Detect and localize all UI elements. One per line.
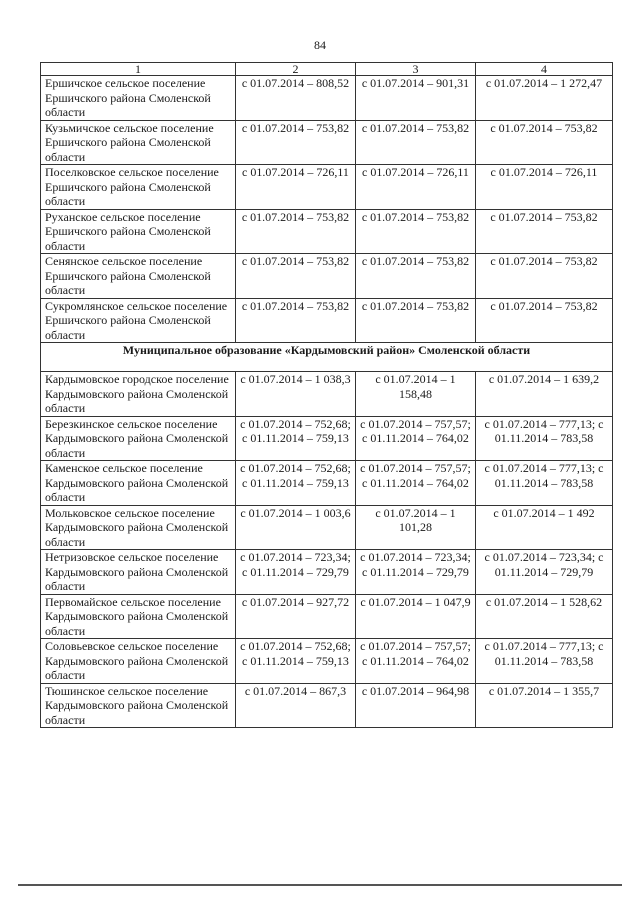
tariff-value-col2: с 01.07.2014 – 752,68; с 01.11.2014 – 759,13 (236, 639, 356, 684)
settlement-name: Каменское сельское поселение Кардымовского района Смоленской области (41, 461, 236, 506)
tariff-value-col2: с 01.07.2014 – 753,82 (236, 209, 356, 254)
settlement-name: Ершичское сельское поселение Ершичского района Смоленской области (41, 76, 236, 121)
settlement-name: Сукромлянское сельское поселение Ершичского района Смоленской области (41, 298, 236, 343)
table-row (41, 254, 613, 299)
settlement-name: Березкинское сельское поселение Кардымовского района Смоленской области (41, 416, 236, 461)
section-row (41, 343, 613, 372)
settlement-name: Соловьевское сельское поселение Кардымовского района Смоленской области (41, 639, 236, 684)
tariff-value-col3: с 01.07.2014 – 723,34; с 01.11.2014 – 729,79 (356, 550, 476, 595)
tariff-value-col4: с 01.07.2014 – 777,13; с 01.11.2014 – 783,58 (476, 639, 613, 684)
settlement-name: Поселковское сельское поселение Ершичского района Смоленской области (41, 165, 236, 210)
column-header-2: 2 (236, 63, 356, 76)
tariff-value-col2: с 01.07.2014 – 752,68; с 01.11.2014 – 759,13 (236, 461, 356, 506)
tariff-value-col4: с 01.07.2014 – 777,13; с 01.11.2014 – 783,58 (476, 416, 613, 461)
tariff-value-col4: с 01.07.2014 – 726,11 (476, 165, 613, 210)
column-header-4: 4 (476, 63, 613, 76)
tariff-value-col2: с 01.07.2014 – 867,3 (236, 683, 356, 728)
settlement-name: Сенянское сельское поселение Ершичского района Смоленской области (41, 254, 236, 299)
page-number: 84 (314, 38, 326, 52)
tariff-value-col3: с 01.07.2014 – 1 047,9 (356, 594, 476, 639)
tariff-table (40, 62, 613, 728)
tariff-value-col2: с 01.07.2014 – 753,82 (236, 254, 356, 299)
tariff-value-col2: с 01.07.2014 – 726,11 (236, 165, 356, 210)
column-header-1: 1 (41, 63, 236, 76)
tariff-value-col4: с 01.07.2014 – 753,82 (476, 298, 613, 343)
settlement-name: Тюшинское сельское поселение Кардымовского района Смоленской области (41, 683, 236, 728)
tariff-value-col3: с 01.07.2014 – 964,98 (356, 683, 476, 728)
tariff-value-col3: с 01.07.2014 – 753,82 (356, 209, 476, 254)
tariff-value-col4: с 01.07.2014 – 753,82 (476, 254, 613, 299)
bottom-rule (18, 884, 622, 886)
settlement-name: Первомайское сельское поселение Кардымовского района Смоленской области (41, 594, 236, 639)
tariff-value-col3: с 01.07.2014 – 1 101,28 (356, 505, 476, 550)
table-row (41, 209, 613, 254)
tariff-value-col2: с 01.07.2014 – 723,34; с 01.11.2014 – 729,79 (236, 550, 356, 595)
tariff-value-col4: с 01.07.2014 – 1 492 (476, 505, 613, 550)
settlement-name: Руханское сельское поселение Ершичского района Смоленской области (41, 209, 236, 254)
table-row (41, 416, 613, 461)
table-row (41, 372, 613, 417)
table-header-row (41, 63, 613, 76)
tariff-value-col4: с 01.07.2014 – 777,13; с 01.11.2014 – 783,58 (476, 461, 613, 506)
settlement-name: Мольковское сельское поселение Кардымовского района Смоленской области (41, 505, 236, 550)
settlement-name: Кузьмичское сельское поселение Ершичского района Смоленской области (41, 120, 236, 165)
tariff-value-col4: с 01.07.2014 – 753,82 (476, 209, 613, 254)
tariff-value-col4: с 01.07.2014 – 723,34; с 01.11.2014 – 729,79 (476, 550, 613, 595)
tariff-value-col3: с 01.07.2014 – 1 158,48 (356, 372, 476, 417)
section-title: Муниципальное образование «Кардымовский район» Смоленской области (41, 343, 613, 372)
tariff-value-col3: с 01.07.2014 – 901,31 (356, 76, 476, 121)
settlement-name: Кардымовское городское поселение Кардымовского района Смоленской области (41, 372, 236, 417)
tariff-value-col4: с 01.07.2014 – 1 272,47 (476, 76, 613, 121)
tariff-value-col4: с 01.07.2014 – 1 528,62 (476, 594, 613, 639)
tariff-value-col2: с 01.07.2014 – 808,52 (236, 76, 356, 121)
tariff-value-col3: с 01.07.2014 – 753,82 (356, 254, 476, 299)
table-row (41, 550, 613, 595)
table-row (41, 120, 613, 165)
table-row (41, 165, 613, 210)
table-row (41, 639, 613, 684)
table-row (41, 76, 613, 121)
table-row (41, 505, 613, 550)
tariff-value-col4: с 01.07.2014 – 1 355,7 (476, 683, 613, 728)
tariff-value-col4: с 01.07.2014 – 1 639,2 (476, 372, 613, 417)
tariff-value-col3: с 01.07.2014 – 753,82 (356, 298, 476, 343)
table-row (41, 683, 613, 728)
tariff-value-col4: с 01.07.2014 – 753,82 (476, 120, 613, 165)
settlement-name: Нетризовское сельское поселение Кардымовского района Смоленской области (41, 550, 236, 595)
tariff-value-col3: с 01.07.2014 – 757,57; с 01.11.2014 – 764,02 (356, 416, 476, 461)
tariff-value-col3: с 01.07.2014 – 757,57; с 01.11.2014 – 764,02 (356, 639, 476, 684)
tariff-value-col2: с 01.07.2014 – 752,68; с 01.11.2014 – 759,13 (236, 416, 356, 461)
tariff-value-col3: с 01.07.2014 – 757,57; с 01.11.2014 – 764,02 (356, 461, 476, 506)
table-row (41, 461, 613, 506)
tariff-value-col2: с 01.07.2014 – 1 003,6 (236, 505, 356, 550)
table-row (41, 594, 613, 639)
tariff-value-col2: с 01.07.2014 – 1 038,3 (236, 372, 356, 417)
tariff-value-col2: с 01.07.2014 – 927,72 (236, 594, 356, 639)
tariff-value-col3: с 01.07.2014 – 726,11 (356, 165, 476, 210)
table-row (41, 298, 613, 343)
column-header-3: 3 (356, 63, 476, 76)
tariff-value-col2: с 01.07.2014 – 753,82 (236, 120, 356, 165)
tariff-value-col2: с 01.07.2014 – 753,82 (236, 298, 356, 343)
tariff-value-col3: с 01.07.2014 – 753,82 (356, 120, 476, 165)
